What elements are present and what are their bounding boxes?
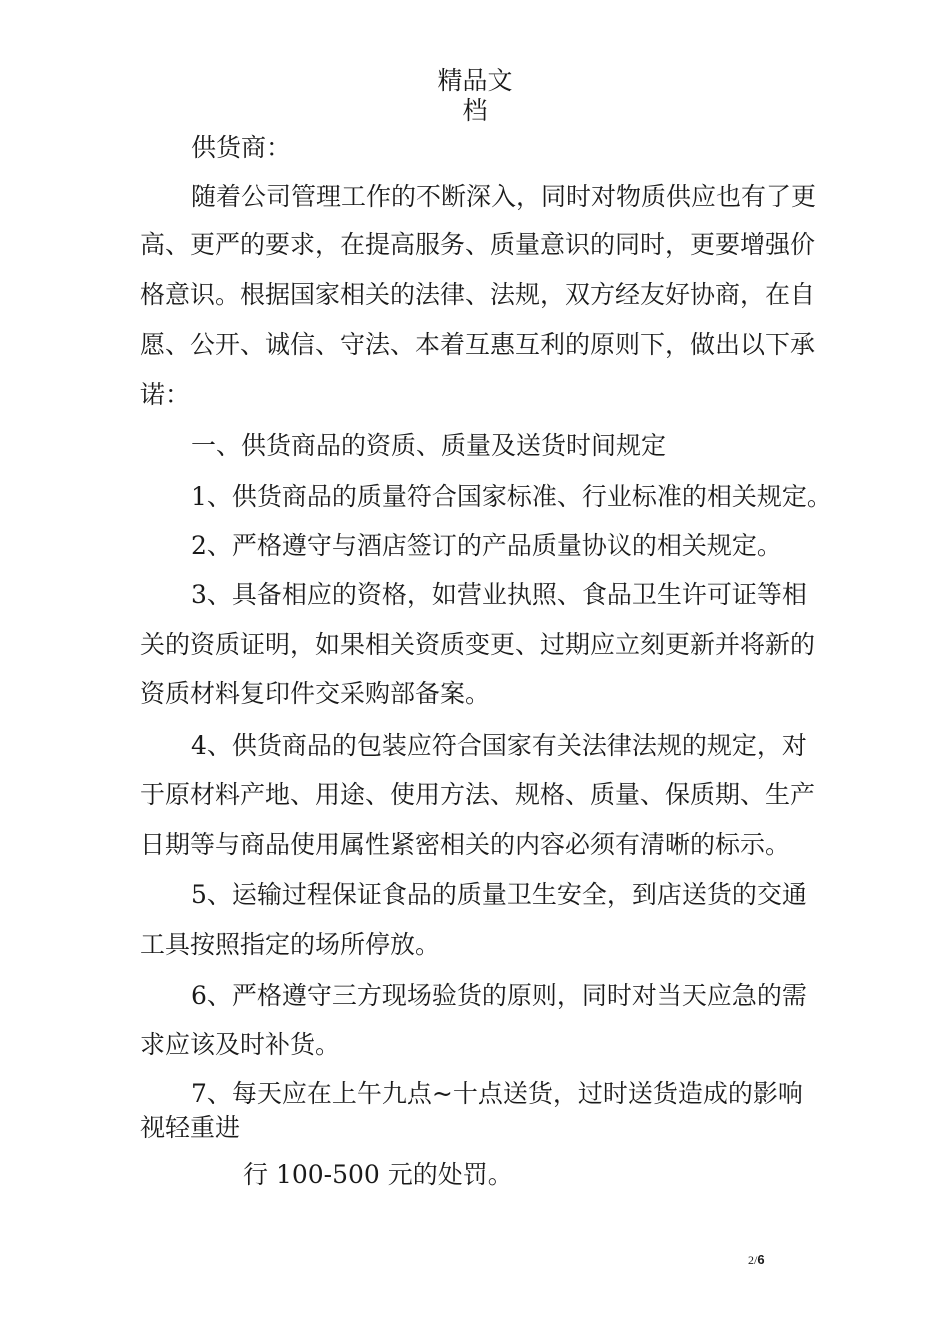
header-line-2: 档: [462, 96, 488, 125]
list-item-4-line: 于原材料产地、用途、使用方法、规格、质量、保质期、生产: [140, 780, 816, 809]
paragraph-line: 愿、公开、诚信、守法、本着互惠互利的原则下，做出以下承: [140, 330, 816, 359]
salutation: 供货商：: [191, 133, 292, 162]
list-item-5-line: 工具按照指定的场所停放。: [140, 930, 441, 959]
list-item-4-line: 日期等与商品使用属性紧密相关的内容必须有清晰的标示。: [140, 830, 791, 859]
document-header: [0, 66, 950, 126]
list-item-5: 5、运输过程保证食品的质量卫生安全，到店送货的交通: [191, 880, 807, 909]
list-item-2: 2、严格遵守与酒店签订的产品质量协议的相关规定。: [191, 531, 782, 560]
list-item-6: 6、严格遵守三方现场验货的原则，同时对当天应急的需: [191, 981, 807, 1010]
paragraph-line: 格意识。根据国家相关的法律、法规，双方经友好协商，在自: [140, 280, 816, 309]
paragraph-line: 诺：: [140, 380, 191, 409]
list-item-7: 7、每天应在上午九点~十点送货，过时送货造成的影响: [191, 1079, 803, 1108]
list-item-4: 4、供货商品的包装应符合国家有关法律法规的规定，对: [191, 731, 807, 760]
page-number-total: 6: [757, 1252, 765, 1267]
paragraph-line: 随着公司管理工作的不断深入，同时对物质供应也有了更: [191, 182, 817, 211]
list-item-3-line: 资质材料复印件交采购部备案。: [140, 679, 491, 708]
list-item-7-line: 视轻重进: [140, 1113, 241, 1142]
list-item-3: 3、具备相应的资格，如营业执照、食品卫生许可证等相: [191, 580, 807, 609]
page-number-current: 2/: [748, 1253, 758, 1267]
header-line-1: 精品文: [437, 66, 513, 95]
page-number: [748, 1252, 765, 1268]
section-heading: 一、供货商品的资质、质量及送货时间规定: [191, 431, 667, 460]
list-item-3-line: 关的资质证明，如果相关资质变更、过期应立刻更新并将新的: [140, 630, 816, 659]
paragraph-line: 高、更严的要求，在提高服务、质量意识的同时，更要增强价: [140, 230, 816, 259]
list-item-7-line: 行 100-500 元的处罚。: [243, 1160, 513, 1189]
list-item-1: 1、供货商品的质量符合国家标准、行业标准的相关规定。: [191, 482, 832, 511]
list-item-6-line: 求应该及时补货。: [140, 1030, 341, 1059]
